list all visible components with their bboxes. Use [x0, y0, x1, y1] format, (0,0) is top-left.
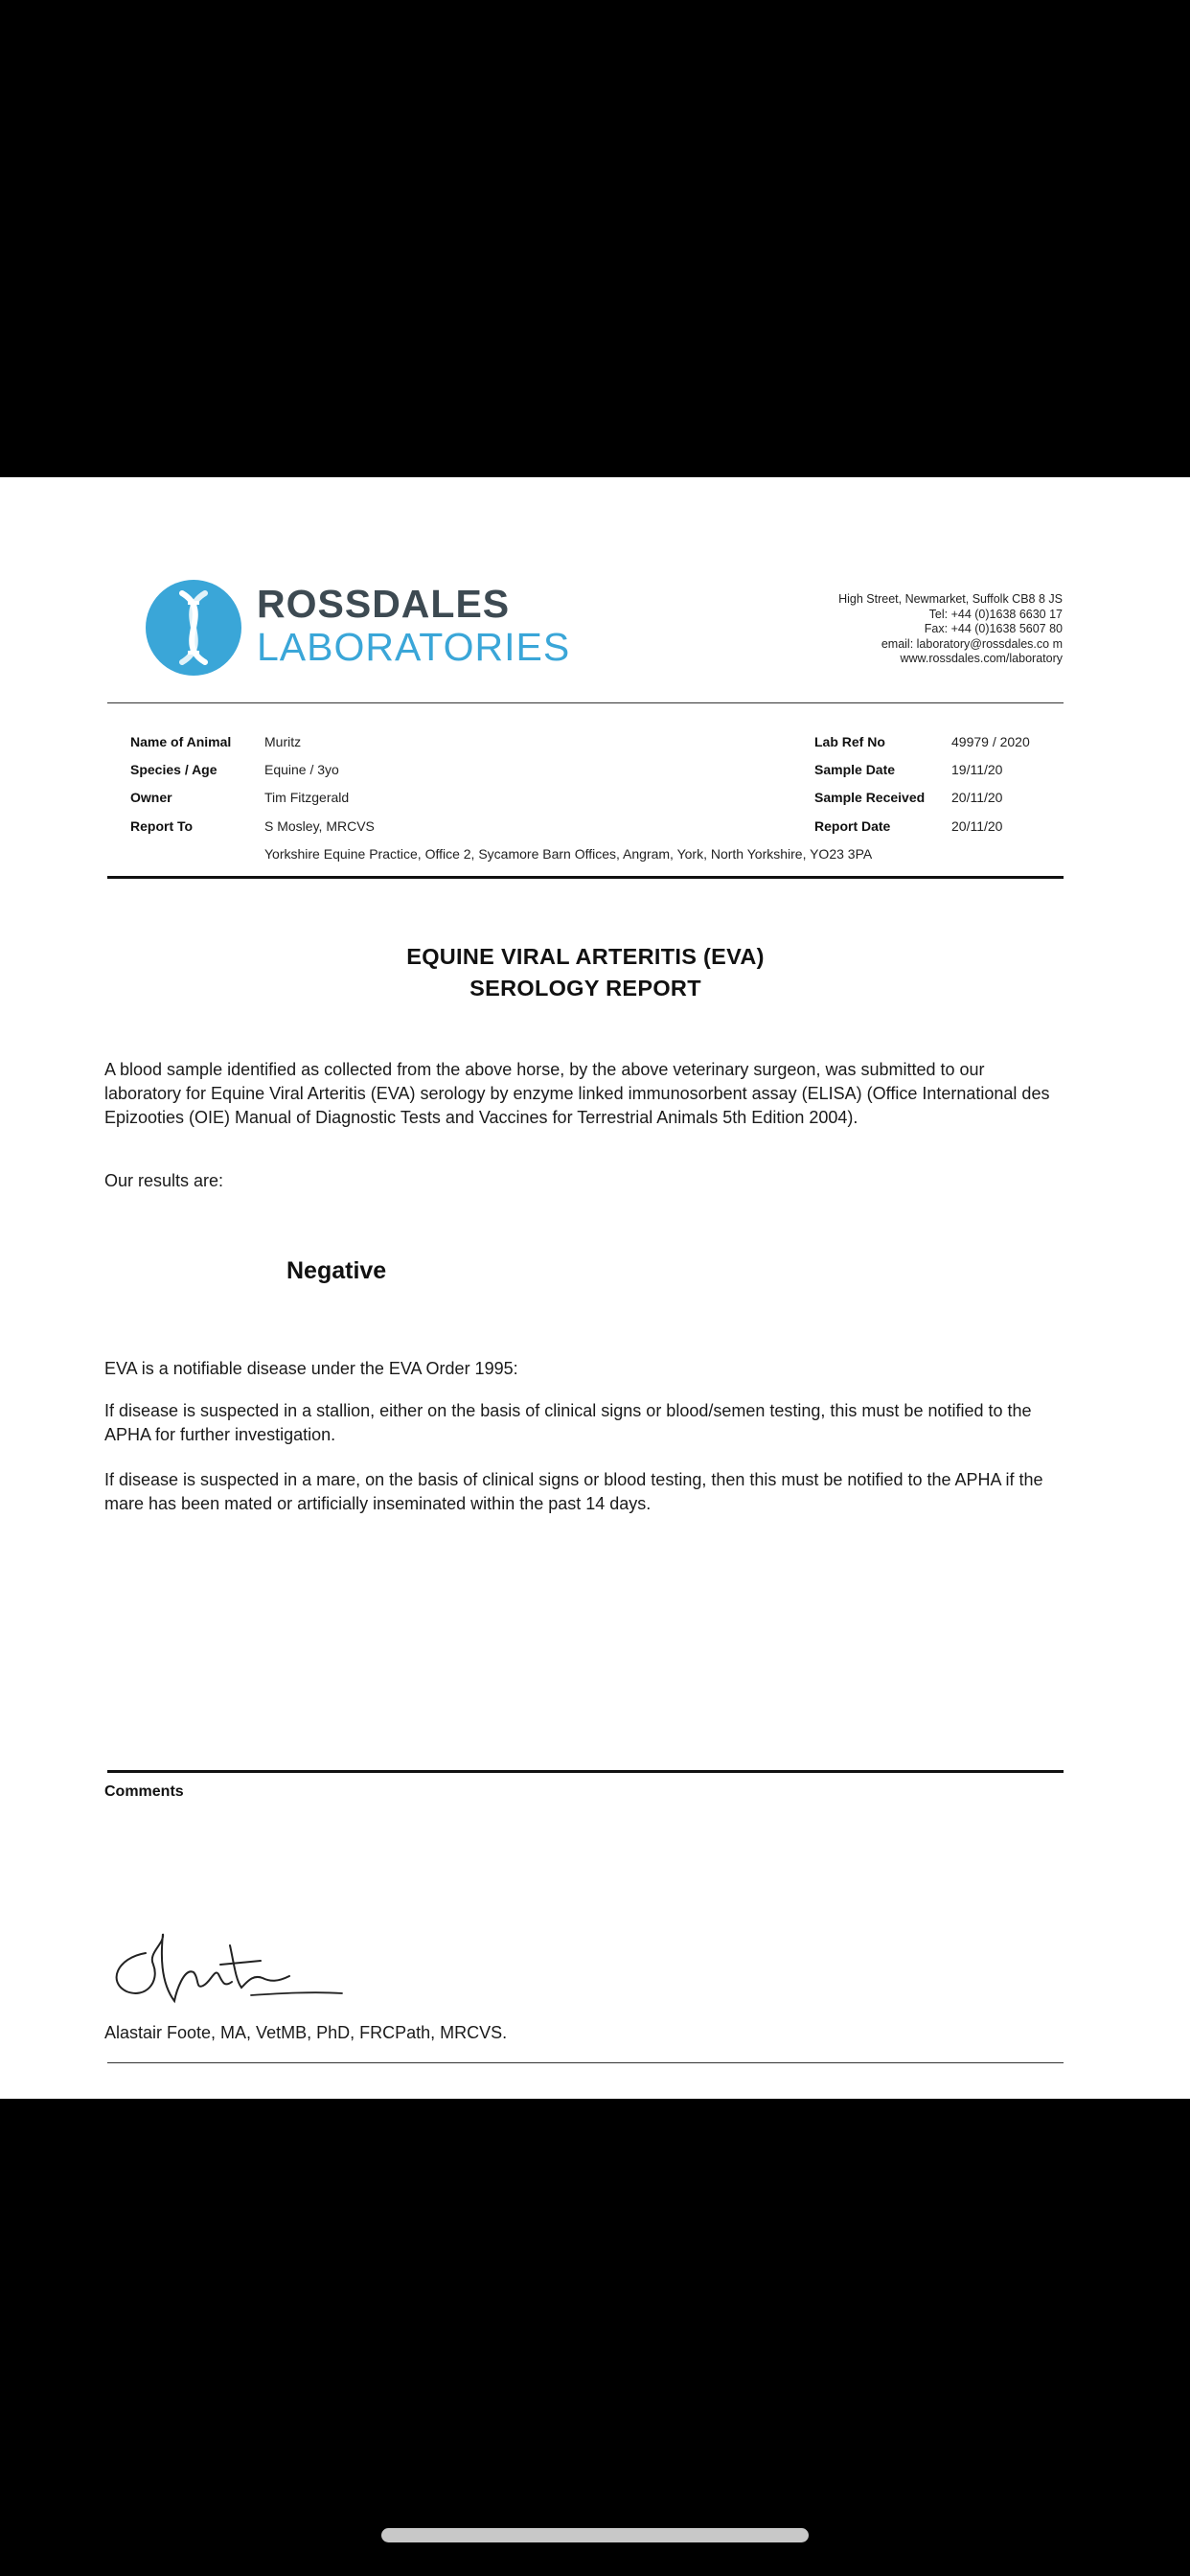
- lab-email: email: laboratory@rossdales.co m: [881, 636, 1063, 651]
- lab-logo-text: [257, 582, 571, 669]
- results-intro: Our results are:: [104, 1171, 224, 1190]
- intro-paragraph: A blood sample identified as collected from the above horse, by the above veterinary surgeon, was submitted to our laboratory for Equine Viral Arteritis (EVA) serology by enzyme linked immunosorbent assay (ELISA) (Office International des Epizooties (OIE) Manual of Diagnostic Tests and Vaccines for Terrestrial Animals 5th Edition 2004).: [104, 1060, 1050, 1127]
- dna-helix-icon: [146, 580, 241, 676]
- details-divider: [107, 876, 1064, 879]
- sample-received-label: Sample Received: [814, 790, 926, 805]
- report-page: [0, 477, 1190, 2099]
- report-title-line2: SEROLOGY REPORT: [469, 976, 701, 1000]
- species-value: Equine / 3yo: [264, 762, 339, 777]
- owner-label: Owner: [130, 790, 172, 805]
- sample-date-value: 19/11/20: [951, 762, 1003, 777]
- owner-value: Tim Fitzgerald: [264, 790, 350, 805]
- stallion-note: If disease is suspected in a stallion, either on the basis of clinical signs or blood/semen testing, this must be notified to the APHA for further investigation.: [104, 1401, 1032, 1444]
- signer-name: Alastair Foote, MA, VetMB, PhD, FRCPath, MRCVS.: [104, 2023, 508, 2042]
- home-indicator[interactable]: [381, 2528, 809, 2542]
- lab-fax: Fax: +44 (0)1638 5607 80: [924, 622, 1063, 635]
- species-label: Species / Age: [130, 762, 217, 777]
- test-result: Negative: [286, 1257, 387, 1284]
- report-date-label: Report Date: [814, 818, 891, 834]
- animal-label: Name of Animal: [130, 734, 232, 749]
- lab-address: High Street, Newmarket, Suffolk CB8 8 JS: [838, 592, 1063, 606]
- report-title-line1: EQUINE VIRAL ARTERITIS (EVA): [406, 944, 765, 969]
- mare-note: If disease is suspected in a mare, on the basis of clinical signs or blood testing, then this must be notified to the APHA if the mare has been mated or artificially inseminated within the past 14 days.: [104, 1470, 1043, 1513]
- lab-ref-value: 49979 / 2020: [951, 734, 1030, 749]
- lab-contact: [838, 592, 1063, 667]
- practice-address: Yorkshire Equine Practice, Office 2, Sycamore Barn Offices, Angram, York, North Yorkshire, YO23 3PA: [264, 846, 873, 862]
- comments-label: Comments: [104, 1783, 184, 1800]
- header-divider: [107, 702, 1064, 703]
- report-to-value: S Mosley, MRCVS: [264, 818, 375, 834]
- lab-name-line1: ROSSDALES: [257, 582, 511, 626]
- lab-name-line2: LABORATORIES: [257, 625, 571, 669]
- animal-value: Muritz: [264, 734, 302, 749]
- report-date-value: 20/11/20: [951, 818, 1003, 834]
- lab-tel: Tel: +44 (0)1638 6630 17: [928, 607, 1063, 621]
- notifiable-note: EVA is a notifiable disease under the EVA Order 1995:: [104, 1359, 518, 1378]
- signature-image: [107, 1915, 366, 2011]
- sample-received-value: 20/11/20: [951, 790, 1003, 805]
- report-to-label: Report To: [130, 818, 194, 834]
- sample-date-label: Sample Date: [814, 762, 896, 777]
- comments-divider: [107, 1770, 1064, 1773]
- footer-divider: [107, 2062, 1064, 2063]
- lab-ref-label: Lab Ref No: [814, 734, 885, 749]
- lab-web: www.rossdales.com/laboratory: [900, 652, 1063, 665]
